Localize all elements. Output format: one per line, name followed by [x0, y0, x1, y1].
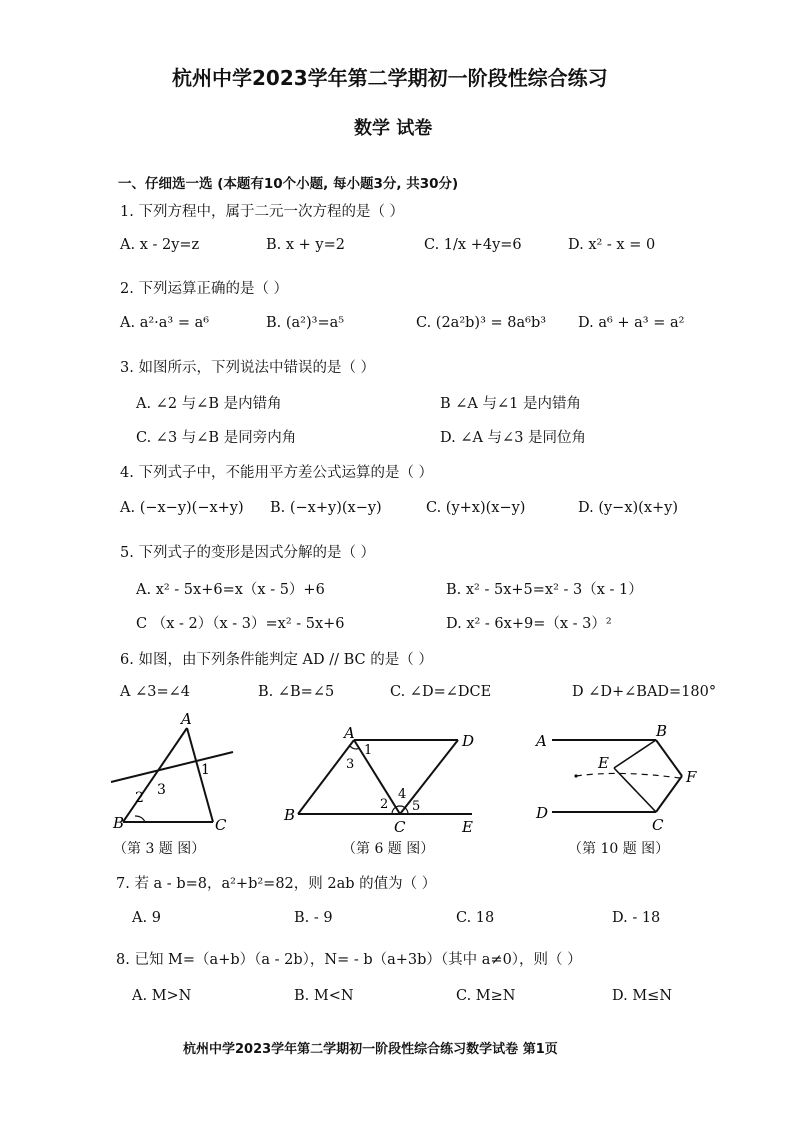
fig3-label-a: A — [181, 710, 192, 728]
q8-option-b: B. M<N — [294, 988, 354, 1004]
q3-option-a: A. ∠2 与∠B 是内错角 — [136, 396, 282, 412]
fig6-label-e: E — [462, 818, 473, 836]
page-subtitle: 数学 试卷 — [354, 118, 433, 139]
q5-option-d: D. x² - 6x+9=（x - 3）² — [446, 616, 612, 632]
q1-option-d: D. x² - x = 0 — [568, 237, 656, 253]
fig10-label-e: E — [598, 754, 609, 772]
q4-option-d: D. (y−x)(x+y) — [578, 500, 678, 516]
question-3: 3. 如图所示，下列说法中错误的是（ ） — [120, 360, 376, 376]
figure-q10 — [530, 718, 720, 836]
question-6: 6. 如图，由下列条件能判定 AD // BC 的是（ ） — [120, 652, 433, 668]
q5-option-b: B. x² - 5x+5=x² - 3（x - 1） — [446, 582, 643, 598]
fig6-label-5: 5 — [412, 799, 421, 814]
q4-option-c: C. (y+x)(x−y) — [426, 500, 526, 516]
question-7: 7. 若 a - b=8，a²+b²=82，则 2ab 的值为（ ） — [116, 876, 437, 892]
figure-q6 — [280, 722, 480, 837]
fig3-label-2: 2 — [135, 790, 144, 806]
fig6-label-3: 3 — [346, 757, 355, 772]
fig10-label-a: A — [536, 732, 547, 750]
q6-option-a: A ∠3=∠4 — [120, 684, 190, 700]
q1-option-b: B. x + y=2 — [266, 237, 345, 253]
fig10-label-c: C — [652, 816, 664, 834]
page-footer: 杭州中学2023学年第二学期初一阶段性综合练习数学试卷 第1页 — [183, 1042, 558, 1057]
q3-option-c: C. ∠3 与∠B 是同旁内角 — [136, 430, 297, 446]
q7-option-d: D. - 18 — [612, 910, 661, 926]
fig6-label-2: 2 — [380, 797, 389, 812]
q3-option-b: B ∠A 与∠1 是内错角 — [440, 396, 581, 412]
fig3-label-1: 1 — [201, 762, 210, 778]
q3-option-d: D. ∠A 与∠3 是同位角 — [440, 430, 587, 446]
q1-option-a: A. x - 2y=z — [120, 237, 200, 253]
fig10-label-d: D — [536, 804, 549, 822]
q2-option-b: B. (a²)³=a⁵ — [266, 315, 345, 331]
q7-option-a: A. 9 — [132, 910, 161, 926]
question-4: 4. 下列式子中，不能用平方差公式运算的是（ ） — [120, 465, 434, 481]
q5-option-c: C （x - 2）（x - 3）=x² - 5x+6 — [136, 616, 345, 632]
figure-q10-caption: （第 10 题 图） — [568, 841, 670, 857]
question-5: 5. 下列式子的变形是因式分解的是（ ） — [120, 545, 376, 561]
q6-option-d: D ∠D+∠BAD=180° — [572, 684, 717, 700]
q4-option-a: A. (−x−y)(−x+y) — [120, 500, 244, 516]
fig3-label-3: 3 — [157, 782, 166, 798]
q2-option-d: D. a⁶ + a³ = a² — [578, 315, 685, 331]
fig6-label-b: B — [284, 806, 296, 824]
q1-option-c: C. 1/x +4y=6 — [424, 237, 522, 253]
q4-option-b: B. (−x+y)(x−y) — [270, 500, 382, 516]
fig3-label-c: C — [215, 816, 227, 834]
fig6-label-1: 1 — [364, 743, 373, 758]
fig3-label-b: B — [113, 814, 125, 832]
q7-option-b: B. - 9 — [294, 910, 333, 926]
page-title: 杭州中学2023学年第二学期初一阶段性综合练习 — [172, 66, 608, 90]
figure-q3 — [105, 710, 250, 835]
question-1: 1. 下列方程中，属于二元一次方程的是（ ） — [120, 204, 405, 220]
figure-q3-caption: （第 3 题 图） — [113, 841, 206, 857]
q2-option-c: C. (2a²b)³ = 8a⁶b³ — [416, 315, 547, 331]
q8-option-d: D. M≤N — [612, 988, 673, 1004]
question-2: 2. 下列运算正确的是（ ） — [120, 281, 289, 297]
fig10-label-b: B — [656, 722, 668, 740]
section-heading: 一、仔细选一选 (本题有10个小题, 每小题3分, 共30分) — [118, 176, 459, 192]
figure-q6-caption: （第 6 题 图） — [342, 841, 435, 857]
question-8: 8. 已知 M=（a+b）（a - 2b），N= - b（a+3b）（其中 a≠0），则（ ） — [116, 952, 582, 968]
q8-option-c: C. M≥N — [456, 988, 516, 1004]
fig6-label-a: A — [344, 724, 355, 742]
q8-option-a: A. M>N — [132, 988, 192, 1004]
q7-option-c: C. 18 — [456, 910, 495, 926]
fig10-label-f: F — [686, 768, 697, 786]
fig6-label-d: D — [462, 732, 475, 750]
fig6-label-c: C — [394, 818, 406, 836]
q5-option-a: A. x² - 5x+6=x（x - 5）+6 — [136, 582, 325, 598]
q2-option-a: A. a²·a³ = a⁶ — [120, 315, 210, 331]
q6-option-c: C. ∠D=∠DCE — [390, 684, 492, 700]
fig6-label-4: 4 — [398, 787, 407, 802]
q6-option-b: B. ∠B=∠5 — [258, 684, 335, 700]
